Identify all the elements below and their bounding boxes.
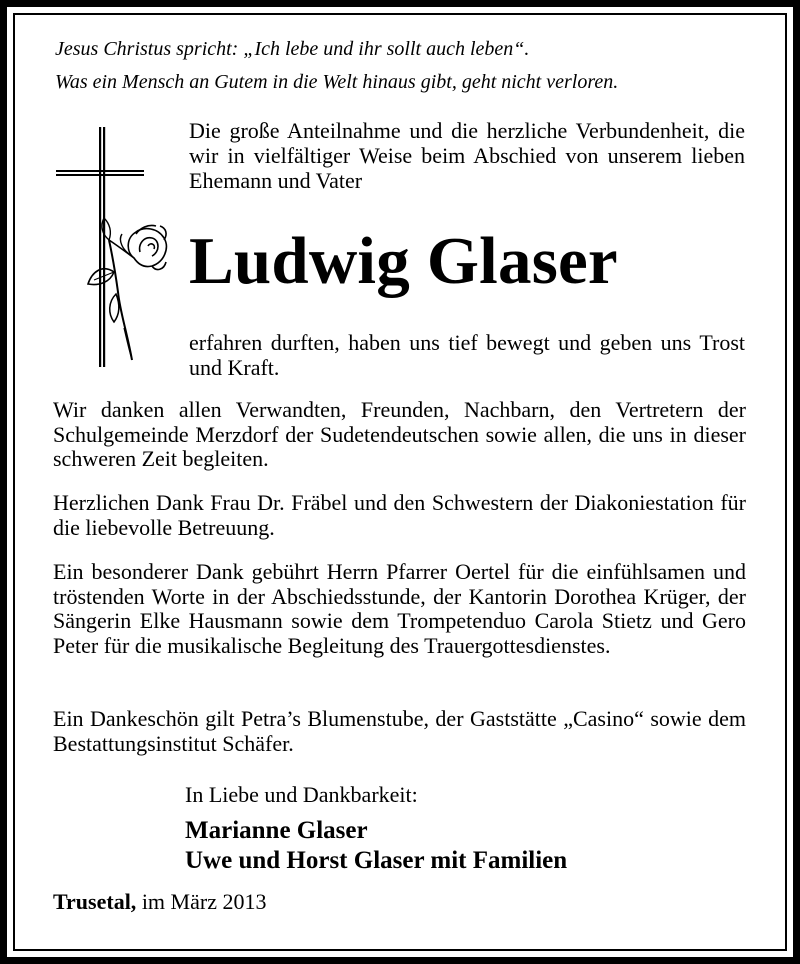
- thanks-paragraph-service: Ein besonderer Dank gebührt Herrn Pfarrer Oertel für die einfühlsamen und tröstenden Worte in der Abschiedsstunde, der Kantorin Dorothea Krüger, der Sängerin Elke Hausmann sowie dem Trompetenduo Carola Stietz und Gero Peter für die musikalische Begleitung des Trauergottesdienstes.: [53, 559, 746, 658]
- signer-name: Uwe und Horst Glaser mit Familien: [185, 847, 568, 874]
- signer-name: Marianne Glaser: [185, 817, 368, 844]
- place: Trusetal,: [53, 889, 137, 914]
- quote-line-2: Was ein Mensch an Gutem in die Welt hinaus gibt, geht nicht verloren.: [55, 71, 619, 93]
- thanks-paragraph-care: Herzlichen Dank Frau Dr. Fräbel und den Schwestern der Diakoniestation für die liebevolle Betreuung.: [53, 490, 746, 540]
- quote-line-1: Jesus Christus spricht: „Ich lebe und ihr sollt auch leben“.: [55, 38, 530, 60]
- thanks-paragraph-businesses: Ein Dankeschön gilt Petra’s Blumenstube, der Gaststätte „Casino“ sowie dem Bestattungsinstitut Schäfer.: [53, 706, 746, 756]
- deceased-name: Ludwig Glaser: [189, 224, 618, 298]
- date: im März 2013: [136, 889, 267, 914]
- intro-paragraph: Die große Anteilnahme und die herzliche Verbundenheit, die wir in vielfältiger Weise beim Abschied von unserem lieben Ehemann und Vater: [189, 118, 745, 193]
- cross-with-rose-icon: [52, 122, 180, 370]
- signoff: In Liebe und Dankbarkeit:: [185, 782, 418, 807]
- place-date-line: [53, 891, 266, 913]
- thanks-paragraph-relatives: Wir danken allen Verwandten, Freunden, Nachbarn, den Vertretern der Schulgemeinde Merzdorf der Sudetendeutschen sowie allen, die uns in dieser schweren Zeit begleiten.: [53, 397, 746, 471]
- after-name-paragraph: erfahren durften, haben uns tief bewegt und geben uns Trost und Kraft.: [189, 330, 745, 380]
